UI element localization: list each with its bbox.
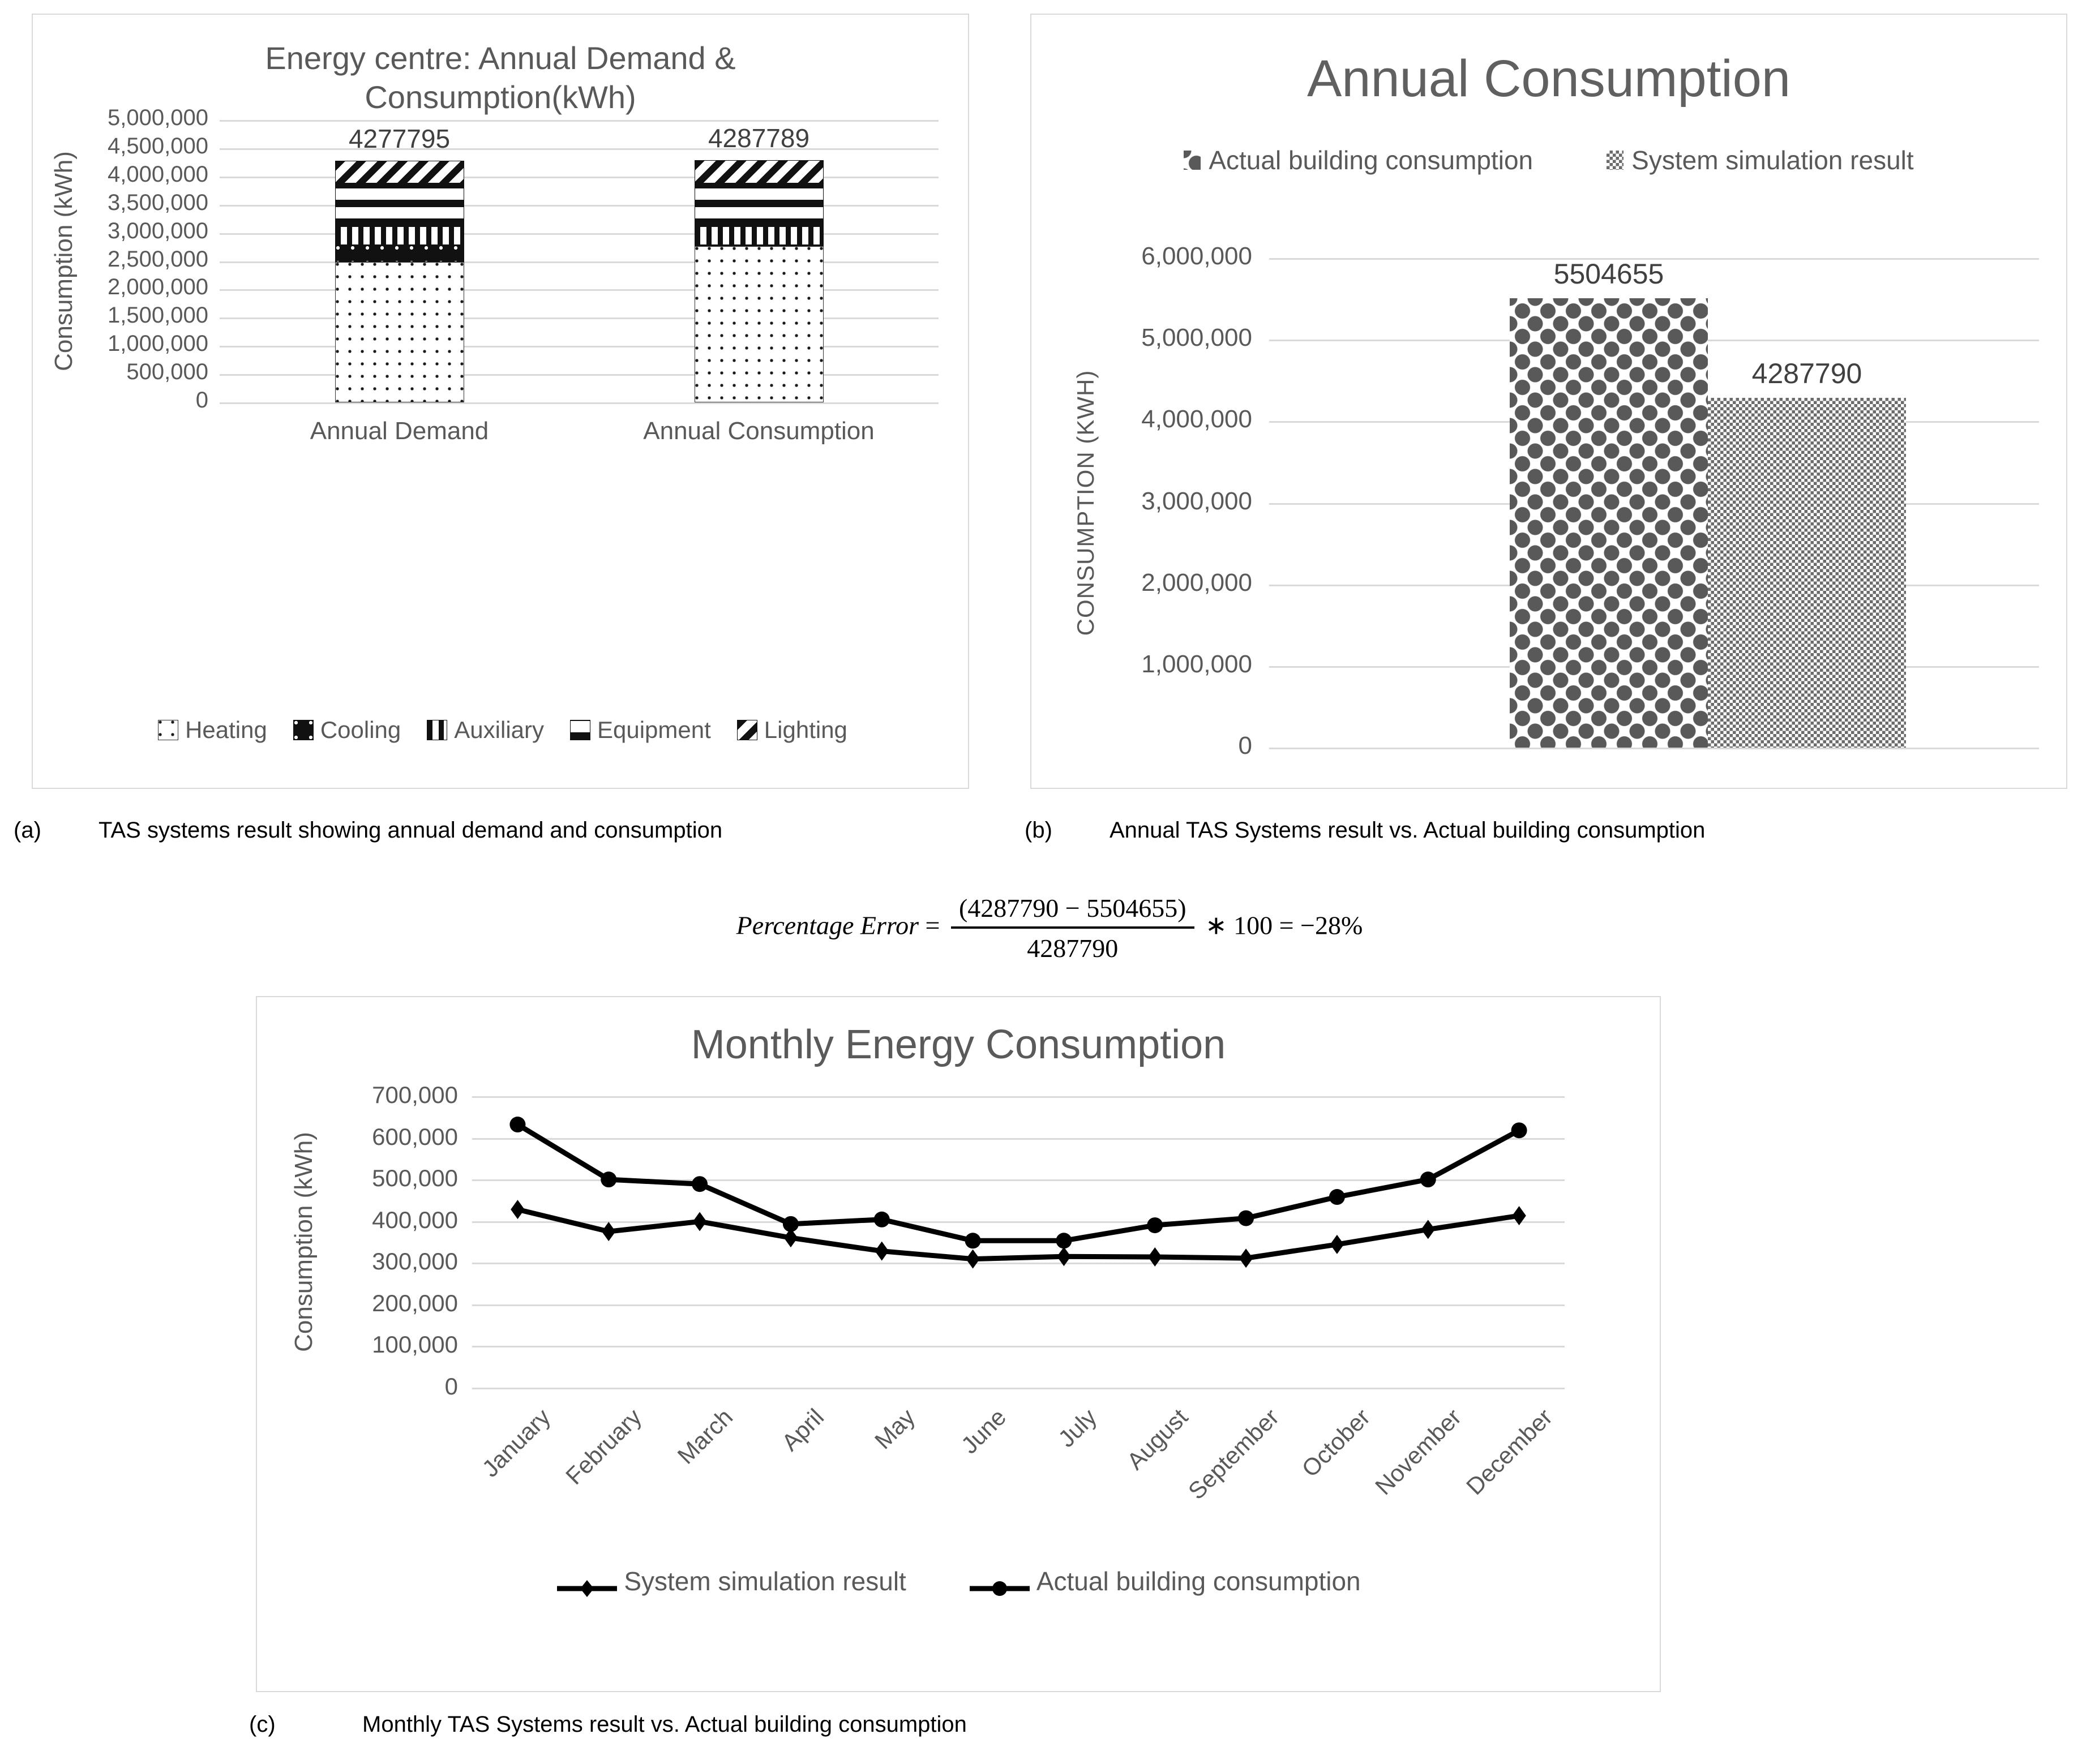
caption-a [14,818,722,843]
chart-c-ytick: 400,000 [372,1206,458,1233]
chart-c-marker [965,1233,981,1248]
chart-a-category-label: Annual Consumption [643,417,875,445]
chart-c-yaxis-label: Consumption (kWh) [290,1132,318,1352]
chart-c-ytick: 300,000 [372,1248,458,1275]
chart-c-marker [875,1242,889,1261]
chart-c-marker [1512,1206,1526,1225]
chart-c-marker [1420,1171,1436,1187]
chart-c-marker [966,1250,979,1269]
chart-c-xtick-june: June [956,1404,1011,1459]
chart-b-ytick: 3,000,000 [1141,487,1252,515]
chart-c-marker [1238,1211,1254,1226]
chart-a-legend-label: Auxiliary [454,716,544,743]
chart-a-legend-item [737,716,847,744]
chart-a-ytick: 4,000,000 [108,161,208,187]
legend-swatch-heating-icon [158,720,178,740]
chart-b-plot-area [1031,15,2066,788]
chart-c-legend [257,1566,1660,1596]
chart-c-marker [1147,1217,1163,1233]
chart-c-ytick: 700,000 [372,1081,458,1108]
chart-c-legend-label: Actual building consumption [1036,1566,1361,1596]
chart-a-yaxis-label: Consumption (kWh) [50,151,78,371]
chart-a-bar-total-label: 4287789 [708,123,810,153]
chart-b-yaxis-label: CONSUMPTION (KWH) [1072,370,1099,636]
chart-c-ytick: 200,000 [372,1289,458,1316]
chart-a-gridline [220,317,939,319]
chart-panel-monthly-consumption [256,996,1661,1692]
chart-a-gridline [220,120,939,122]
chart-a-legend [67,716,939,744]
chart-c-line-simulation [517,1209,1519,1259]
caption-c-letter: (c) [249,1712,276,1737]
caption-c [249,1712,967,1737]
chart-a-ytick: 3,000,000 [108,218,208,243]
chart-c-ytick: 0 [444,1373,458,1400]
chart-panel-annual-consumption [1030,14,2067,789]
chart-a-legend-label: Cooling [320,716,401,743]
chart-b-bar-label: 5504655 [1553,258,1664,290]
chart-a-bar-total-label: 4277795 [348,124,451,154]
chart-a-gridline [220,374,939,376]
legend-swatch-equipment-icon [570,720,590,740]
chart-b-ytick: 4,000,000 [1141,405,1252,434]
chart-a-ytick: 4,500,000 [108,133,208,158]
chart-c-marker [783,1216,799,1232]
chart-a-bar-segment-equipment [695,183,824,226]
chart-a-bar-segment-auxiliary [695,226,824,245]
chart-a-bar-segment-cooling [695,245,824,246]
chart-c-marker [602,1222,615,1241]
chart-a-category-label: Annual Demand [310,417,489,445]
chart-c-title: Monthly Energy Consumption [691,1022,1226,1067]
chart-a-legend-item [570,716,711,744]
chart-c-xtick-august: August [1121,1404,1193,1475]
chart-c-ytick: 600,000 [372,1123,458,1150]
chart-c-marker [1421,1220,1435,1239]
chart-a-legend-item [293,716,401,744]
chart-c-xtick-december: December [1460,1404,1557,1500]
chart-c-marker [509,1117,525,1132]
chart-c-xtick-february: February [560,1404,647,1490]
chart-c-marker [1330,1235,1344,1254]
chart-b-ytick: 1,000,000 [1141,650,1252,678]
chart-b-ytick: 6,000,000 [1141,242,1252,270]
legend-marker-diamond-icon [556,1573,618,1590]
chart-b-legend-label: Actual building consumption [1209,145,1533,175]
chart-b-title: Annual Consumption [1306,50,1791,108]
chart-c-marker [1239,1248,1253,1268]
formula-tail: ∗ 100 = −28% [1205,911,1363,940]
chart-b-legend-label: System simulation result [1631,145,1914,175]
caption-b-letter: (b) [1025,818,1052,843]
chart-a-bar-segment-heating [335,262,464,402]
chart-a-gridline [220,289,939,291]
chart-b-ytick: 2,000,000 [1141,568,1252,596]
chart-c-xtick-may: May [869,1404,920,1454]
chart-a-ytick: 5,000,000 [108,105,208,130]
legend-swatch-cooling-icon [293,720,314,740]
chart-a-gridline [220,205,939,207]
caption-a-letter: (a) [14,818,41,843]
legend-marker-circle-icon [969,1573,1031,1590]
caption-b [1025,818,1705,843]
chart-a-gridline [220,233,939,235]
caption-c-text: Monthly TAS Systems result vs. Actual building consumption [362,1712,967,1737]
chart-a-gridline [220,177,939,178]
chart-c-xtick-january: January [477,1404,556,1482]
chart-a-bar-segment-lighting [335,161,464,183]
formula-denominator: 4287790 [951,926,1194,963]
chart-a-legend-label: Lighting [764,716,847,743]
chart-a-bar-segment-cooling [335,245,464,263]
chart-c-marker [693,1212,706,1231]
chart-a-ytick: 2,000,000 [108,274,208,300]
chart-c-legend-item [969,1566,1361,1596]
legend-swatch-auxiliary-icon [427,720,447,740]
chart-a-ytick: 500,000 [126,359,208,385]
chart-c-xtick-july: July [1053,1404,1102,1453]
chart-panel-annual-demand [32,14,969,789]
chart-c-legend-label: System simulation result [624,1566,906,1596]
chart-a-bar-segment-heating [695,246,824,402]
chart-c-ytick: 100,000 [372,1331,458,1358]
chart-c-marker [511,1200,524,1219]
chart-a-gridline [220,346,939,347]
chart-a-plot-area [33,15,968,788]
chart-c-xtick-september: September [1183,1404,1284,1505]
chart-a-ytick: 2,500,000 [108,246,208,272]
chart-a-ytick: 3,500,000 [108,190,208,215]
chart-a-gridline [220,261,939,263]
caption-a-text: TAS systems result showing annual demand and consumption [98,818,723,843]
chart-c-legend-item [556,1566,906,1596]
chart-a-ytick: 1,500,000 [108,303,208,328]
chart-b-gridline [1269,748,2039,749]
chart-b-bar-label: 4287790 [1751,357,1862,389]
chart-a-legend-label: Equipment [597,716,711,743]
chart-c-marker [1329,1189,1345,1205]
chart-c-marker [601,1171,616,1187]
chart-a-ytick: 0 [195,388,208,413]
formula-equals: = [925,911,940,940]
chart-a-legend-label: Heating [185,716,267,743]
chart-a-bar-segment-equipment [335,183,464,226]
formula-fraction [951,893,1194,963]
chart-b-ytick: 5,000,000 [1141,324,1252,352]
chart-a-gridline [220,402,939,404]
chart-c-marker [1511,1122,1527,1138]
caption-b-text: Annual TAS Systems result vs. Actual building consumption [1110,818,1706,843]
chart-c-marker [1148,1247,1162,1267]
legend-swatch-lighting-icon [737,720,757,740]
chart-c-xtick-march: March [672,1404,738,1469]
chart-b-bar-system-simulation-result [1708,398,1906,748]
formula-numerator: (4287790 − 5504655) [958,894,1186,922]
chart-c-marker [692,1176,708,1192]
chart-c-xtick-april: April [776,1404,829,1456]
chart-c-ytick: 500,000 [372,1165,458,1192]
formula-lhs: Percentage Error [736,911,919,940]
chart-c-xtick-november: November [1369,1404,1466,1500]
chart-a-legend-item [158,716,267,744]
chart-a-bar-segment-lighting [695,160,824,183]
chart-c-marker [874,1212,890,1227]
chart-a-legend-item [427,716,544,744]
chart-a-ytick: 1,000,000 [108,331,208,357]
chart-c-marker [1057,1247,1070,1266]
chart-a-bar-segment-auxiliary [335,226,464,245]
chart-a-title: Energy centre: Annual Demand & Consumption(kWh) [265,40,736,115]
chart-b-ytick: 0 [1238,732,1252,759]
chart-c-xtick-october: October [1296,1404,1376,1482]
percentage-error-formula [0,893,2099,963]
chart-c-marker [1056,1233,1072,1248]
